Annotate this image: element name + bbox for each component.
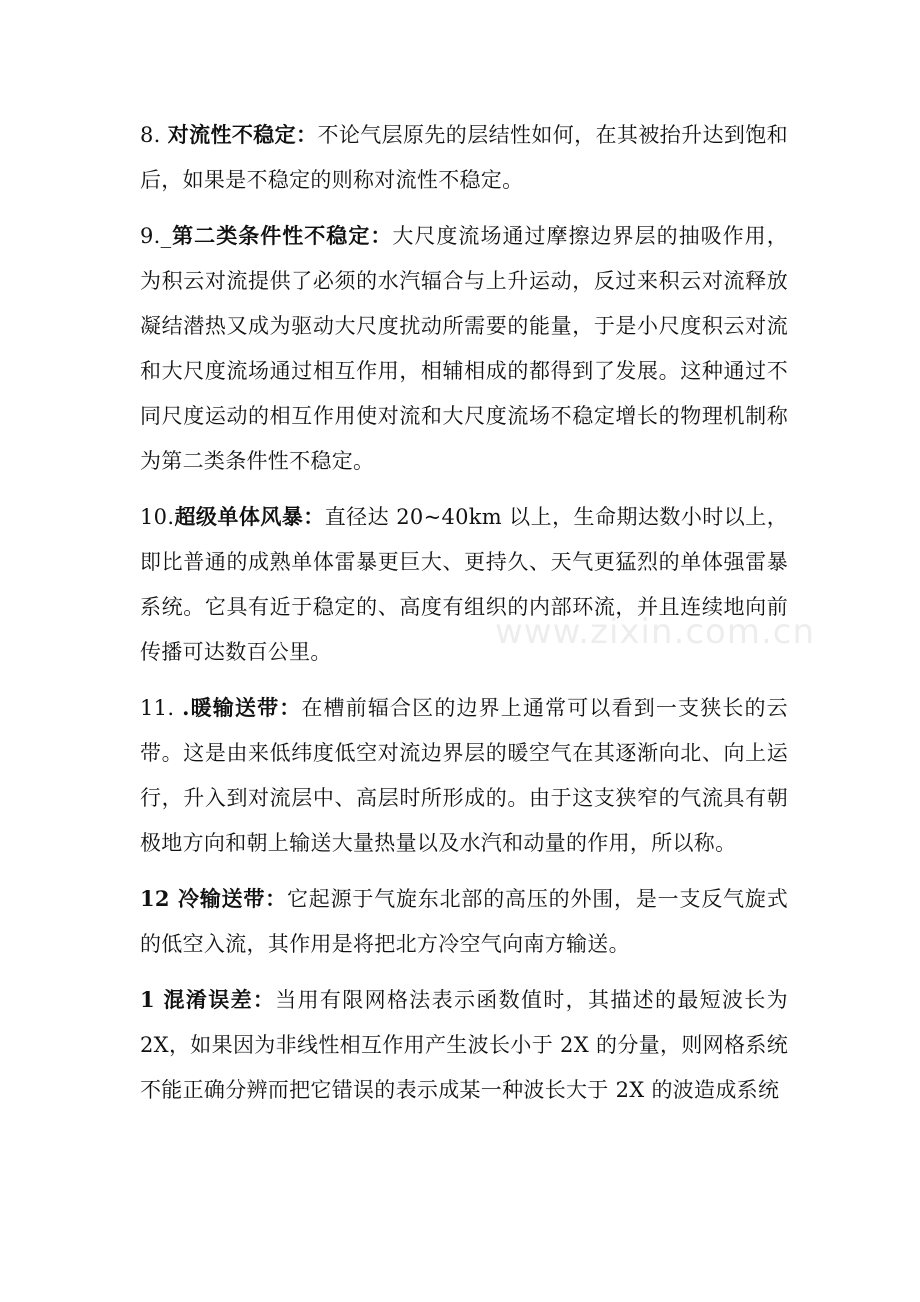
definition-text: 它起源于气旋东北部的高压的外围，是一支反气旋式的低空入流，其作用是将把北方冷空气向南方输送。 xyxy=(140,887,788,956)
term-heading: 1 混淆误差： xyxy=(140,987,276,1012)
term-heading: 12 冷输送带： xyxy=(140,886,287,911)
paragraph-12-cold-conveyor-belt xyxy=(140,876,788,967)
term-heading: 第二类条件性不稳定： xyxy=(171,223,393,248)
watermark: www.zixin.com.cn xyxy=(495,612,815,652)
paragraph-1-aliasing-error xyxy=(140,977,788,1113)
item-number: 11. xyxy=(140,696,183,720)
paragraph-9-cisk xyxy=(140,213,788,484)
definition-text: 直径达 20~40km 以上，生命期达数小时以上，即比普通的成熟单体雷暴更巨大、更持久、天气更猛烈的单体强雷暴系统。它具有近于稳定的、高度有组织的内部环流，并且连续地向前传播可达数百公里。 xyxy=(140,505,788,664)
document-body xyxy=(140,112,788,1123)
definition-text: 在槽前辐合区的边界上通常可以看到一支狭长的云带。这是由来低纬度低空对流边界层的暖空气在其逐渐向北、向上运行，升入到对流层中、高层时所形成的。由于这支狭窄的气流具有朝极地方向和朝上输送大量热量以及水汽和动量的作用，所以称。 xyxy=(140,696,788,855)
term-heading: .暖输送带： xyxy=(182,695,302,720)
item-number: 8. xyxy=(140,123,168,147)
item-number: 10. xyxy=(140,505,175,529)
paragraph-10-supercell-storm xyxy=(140,494,788,675)
definition-text: 不论气层原先的层结性如何，在其被抬升达到饱和后，如果是不稳定的则称对流性不稳定。 xyxy=(140,123,788,192)
paragraph-11-warm-conveyor-belt xyxy=(140,685,788,866)
definition-text: 大尺度流场通过摩擦边界层的抽吸作用，为积云对流提供了必须的水汽辐合与上升运动，反过来积云对流释放凝结潜热又成为驱动大尺度扰动所需要的能量，于是小尺度积云对流和大尺度流场通过相互作用，相辅相成的都得到了发展。这种通过不同尺度运动的相互作用使对流和大尺度流场不稳定增长的物理机制称为第二类条件性不稳定。 xyxy=(140,224,788,473)
item-number: 9._ xyxy=(140,224,172,248)
definition-text: 当用有限网格法表示函数值时，其描述的最短波长为 2X，如果因为非线性相互作用产生波长小于 2X 的分量，则网格系统不能正确分辨而把它错误的表示成某一种波长大于 2X 的波造成系统 xyxy=(140,988,788,1102)
paragraph-8-convective-instability xyxy=(140,112,788,203)
term-heading: 对流性不稳定： xyxy=(167,122,318,147)
term-heading: 超级单体风暴： xyxy=(174,504,325,529)
